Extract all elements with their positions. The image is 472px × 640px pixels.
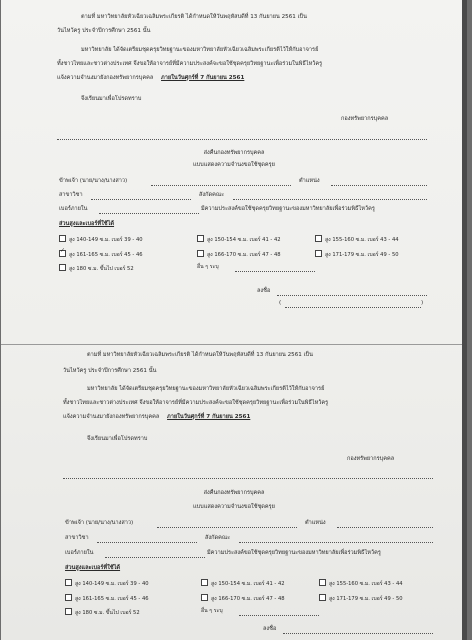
checkbox[interactable] — [197, 250, 204, 257]
size-option-5[interactable]: สูง 166-170 ซ.ม. เบอร์ 47 - 48 — [197, 250, 281, 259]
major-label: สาขาวิชา — [65, 535, 89, 541]
checkbox[interactable] — [59, 235, 66, 242]
size-option-7[interactable]: สูง 180 ซ.ม. ขึ้นไป เบอร์ 52 — [65, 608, 140, 617]
phone-label: เบอร์ภายใน — [59, 206, 88, 212]
size-header: ส่วนสูงและเบอร์ที่ใช้ได้ — [65, 565, 121, 571]
checkbox[interactable] — [319, 579, 326, 586]
other-field[interactable] — [235, 271, 315, 272]
other-field[interactable] — [239, 615, 319, 616]
checkbox[interactable] — [65, 579, 72, 586]
paren-open: ( — [279, 300, 282, 306]
size-option-7[interactable]: สูง 180 ซ.ม. ขึ้นไป เบอร์ 52 — [59, 264, 134, 273]
scan-edge — [462, 0, 467, 640]
form-send-to: ส่งคืนกองทรัพยากรบุคคล — [203, 150, 265, 156]
notice-contact: แจ้งความจำนงมายังกองทรัพยากรบุคคล — [63, 414, 160, 420]
checkbox[interactable] — [315, 250, 322, 257]
phone-field[interactable] — [99, 213, 199, 214]
position-field[interactable] — [331, 185, 427, 186]
page-separator — [1, 344, 467, 345]
sign-field[interactable] — [283, 633, 433, 634]
notice-line-1: ตามที่ มหาวิทยาลัยหัวเฉียวเฉลิมพระเกียรติ ได้กำหนดให้วันพฤหัสบดีที่ 13 กันยายน 2561 เป็น — [87, 352, 313, 358]
notice-line-2: วันไหว้ครู ประจำปีการศึกษา 2561 นั้น — [57, 28, 151, 34]
notice-info: จึงเรียนมาเพื่อโปรดทราบ — [81, 96, 142, 102]
checkbox[interactable] — [65, 608, 72, 615]
checkbox[interactable] — [59, 264, 66, 271]
deadline: ภายในวันศุกร์ที่ 7 กันยายน 2561 — [167, 414, 251, 420]
phone-field[interactable] — [105, 557, 205, 558]
name-label: ข้าพเจ้า (นาย/นาง/นางสาว) — [59, 178, 128, 184]
faculty-label: สังกัดคณะ — [199, 192, 225, 198]
faculty-field[interactable] — [233, 199, 427, 200]
major-label: สาขาวิชา — [59, 192, 83, 198]
notice-para2-line-1: มหาวิทยาลัย ได้จัดเตรียมชุดครุยวิทยฐานะของมหาวิทยาลัยหัวเฉียวเฉลิมพระเกียรติไว้ให้กับอาจารย์ — [87, 386, 325, 392]
checkbox[interactable] — [197, 235, 204, 242]
phone-label: เบอร์ภายใน — [65, 550, 94, 556]
checkbox-checked[interactable] — [59, 250, 66, 257]
name-field[interactable] — [151, 185, 291, 186]
notice-contact: แจ้งความจำนงมายังกองทรัพยากรบุคคล — [57, 75, 154, 81]
checkbox[interactable] — [65, 594, 72, 601]
size-option-1[interactable]: สูง 140-149 ซ.ม. เบอร์ 39 - 40 — [59, 235, 143, 244]
deadline: ภายในวันศุกร์ที่ 7 กันยายน 2561 — [161, 75, 245, 81]
size-option-6[interactable]: สูง 171-179 ซ.ม. เบอร์ 49 - 50 — [315, 250, 399, 259]
size-option-2[interactable]: สูง 150-154 ซ.ม. เบอร์ 41 - 42 — [201, 579, 285, 588]
checkbox[interactable] — [201, 579, 208, 586]
notice-line-2: วันไหว้ครู ประจำปีการศึกษา 2561 นั้น — [63, 368, 157, 374]
notice-sign: กองทรัพยากรบุคคล — [341, 116, 389, 122]
notice-para2-line-3 — [63, 414, 250, 421]
notice-para2-line-1: มหาวิทยาลัย ได้จัดเตรียมชุดครุยวิทยฐานะของมหาวิทยาลัยหัวเฉียวเฉลิมพระเกียรติไว้ให้กับอาจารย์ — [81, 47, 319, 53]
form-send-to: ส่งคืนกองทรัพยากรบุคคล — [203, 490, 265, 496]
printed-name-field[interactable] — [285, 307, 421, 308]
size-option-1[interactable]: สูง 140-149 ซ.ม. เบอร์ 39 - 40 — [65, 579, 149, 588]
notice-para2-line-2: ทั้งชาวไทยและชาวต่างประเทศ จึงขอให้อาจารย์ที่มีความประสงค์จะขอใช้ชุดครุยวิทยฐานะเพื่อร่วมในพิธีไหว้ครู — [57, 61, 323, 67]
scanned-document — [1, 0, 467, 640]
major-field[interactable] — [91, 199, 191, 200]
faculty-field[interactable] — [239, 542, 433, 543]
size-option-4[interactable]: ✓สูง 161-165 ซ.ม. เบอร์ 45 - 46 — [59, 250, 143, 259]
size-option-3[interactable]: สูง 155-160 ซ.ม. เบอร์ 43 - 44 — [315, 235, 399, 244]
major-field[interactable] — [97, 542, 197, 543]
size-option-3[interactable]: สูง 155-160 ซ.ม. เบอร์ 43 - 44 — [319, 579, 403, 588]
size-option-other[interactable]: อื่น ๆ ระบุ — [201, 608, 223, 614]
size-option-6[interactable]: สูง 171-179 ซ.ม. เบอร์ 49 - 50 — [319, 594, 403, 603]
notice-info: จึงเรียนมาเพื่อโปรดทราบ — [87, 436, 148, 442]
sign-label: ลงชื่อ — [263, 626, 277, 632]
size-option-4[interactable]: สูง 161-165 ซ.ม. เบอร์ 45 - 46 — [65, 594, 149, 603]
name-field[interactable] — [157, 527, 297, 528]
notice-sign: กองทรัพยากรบุคคล — [347, 456, 395, 462]
sign-field[interactable] — [277, 295, 427, 296]
cut-line — [57, 139, 427, 140]
sign-label: ลงชื่อ — [257, 288, 271, 294]
position-label: ตำแหน่ง — [299, 178, 320, 184]
size-option-other[interactable]: อื่น ๆ ระบุ — [197, 264, 219, 270]
position-label: ตำแหน่ง — [305, 520, 326, 526]
notice-line-1: ตามที่ มหาวิทยาลัยหัวเฉียวเฉลิมพระเกียรติ ได้กำหนดให้วันพฤหัสบดีที่ 13 กันยายน 2561 เป็น — [81, 14, 307, 20]
notice-para2-line-3 — [57, 75, 244, 82]
faculty-label: สังกัดคณะ — [205, 535, 231, 541]
form-title: แบบแสดงความจำนงขอใช้ชุดครุย — [193, 162, 275, 168]
purpose-text: มีความประสงค์ขอใช้ชุดครุยวิทยฐานะของมหาวิทยาลัยเพื่อร่วมพิธีไหว้ครู — [207, 550, 381, 556]
paren-close: ) — [421, 300, 424, 306]
size-option-2[interactable]: สูง 150-154 ซ.ม. เบอร์ 41 - 42 — [197, 235, 281, 244]
checkbox[interactable] — [201, 594, 208, 601]
notice-para2-line-2: ทั้งชาวไทยและชาวต่างประเทศ จึงขอให้อาจารย์ที่มีความประสงค์จะขอใช้ชุดครุยวิทยฐานะเพื่อร่วมในพิธีไหว้ครู — [63, 400, 329, 406]
position-field[interactable] — [337, 527, 433, 528]
purpose-text: มีความประสงค์ขอใช้ชุดครุยวิทยฐานะของมหาวิทยาลัยเพื่อร่วมพิธีไหว้ครู — [201, 206, 375, 212]
size-option-5[interactable]: สูง 166-170 ซ.ม. เบอร์ 47 - 48 — [201, 594, 285, 603]
checkbox[interactable] — [319, 594, 326, 601]
checkbox[interactable] — [315, 235, 322, 242]
form-title: แบบแสดงความจำนงขอใช้ชุดครุย — [193, 504, 275, 510]
cut-line — [63, 478, 433, 479]
name-label: ข้าพเจ้า (นาย/นาง/นางสาว) — [65, 520, 134, 526]
size-header: ส่วนสูงและเบอร์ที่ใช้ได้ — [59, 221, 115, 227]
